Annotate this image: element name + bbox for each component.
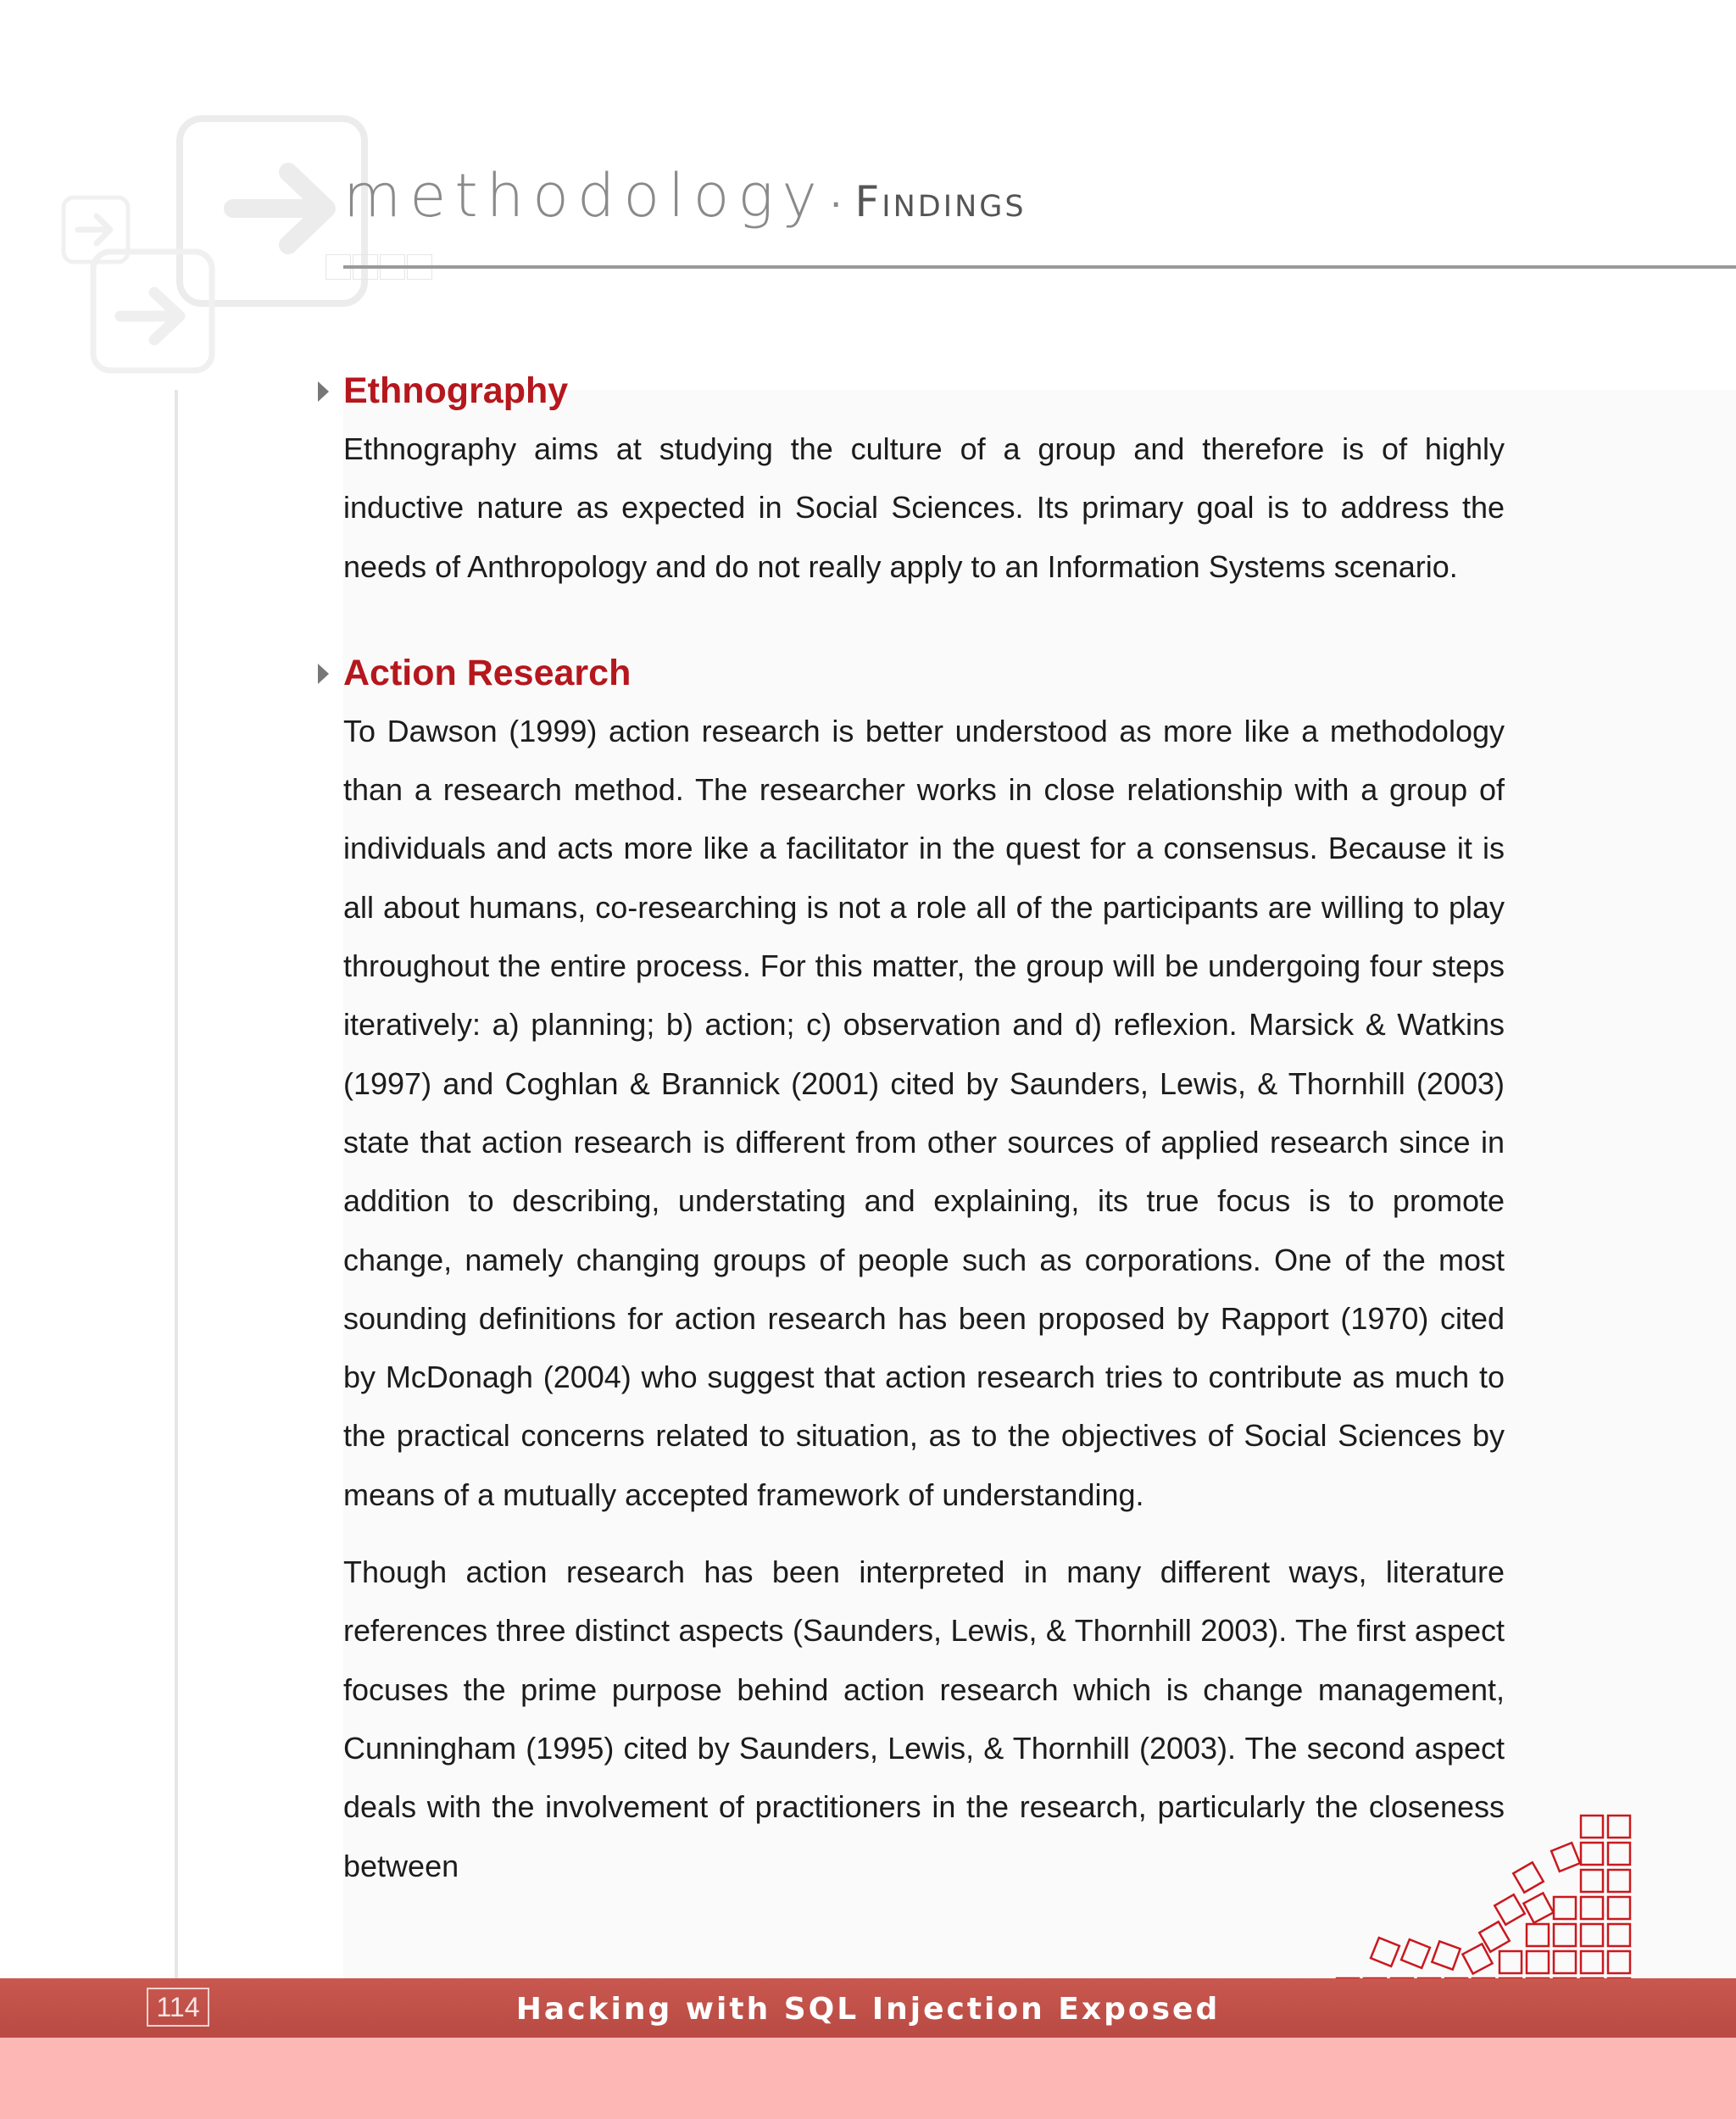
arrow-boxes-decoration-icon [51,106,390,386]
page-number: 114 [147,1988,209,2027]
page-title-separator: · [828,178,843,225]
vertical-rule [175,390,178,1979]
triangle-bullet-icon [318,381,329,402]
paragraph: To Dawson (1999) action research is better understood as more like a methodology than a research method. The researcher works in close relationship with a group of individuals and acts more like a facilitator in the quest for a consensus. Because it is all about humans, co-researching is not a role all of the participants are willing to play throughout the entire process. For this matter, the group will be undergoing four steps iteratively: a) planning; b) action; c) observation and d) reflexion. Marsick & Watkins (1997) and Coghlan & Brannick (2001) cited by Saunders, Lewis, & Thornhill (2003) state that action research is different from other sources of applied research since in addition to describing, understating and explaining, its true focus is to promote change, namely changing groups of people such as corporations. One of the most sounding definitions for action research has been proposed by Rapport (1970) cited by McDonagh (2004) who suggest that action research tries to contribute as much to the practical concerns related to situation, as to the objectives of Social Sciences by means of a mutually accepted framework of understanding. [343,713,1505,1512]
section-action-research [343,652,1505,1895]
section-heading-text: Ethnography [343,370,569,411]
page-title-main: methodology [343,161,826,231]
section-ethnography [343,370,1505,596]
page-title [343,161,1027,231]
footer-pink-strip [0,2038,1736,2119]
section-heading [343,370,1505,411]
main-content [343,370,1505,1895]
section-heading-text: Action Research [343,652,632,693]
page-title-sub: Findings [854,177,1027,226]
paragraph: Though action research has been interpreted in many different ways, literature references three distinct aspects (Saunders, Lewis, & Thornhill 2003). The first aspect focuses the prime purpose behind action research which is change management, Cunningham (1995) cited by Saunders, Lewis, & Thornhill (2003). The second aspect deals with the involvement of practitioners in the research, particularly the closeness between [343,1554,1505,1883]
triangle-bullet-icon [318,664,329,684]
title-rule [343,265,1736,269]
paragraph: Ethnography aims at studying the culture of a group and therefore is of highly inductive nature as expected in Social Sciences. Its primary goal is to address the needs of Anthropology and do not really apply to an Information Systems scenario. [343,431,1505,584]
footer-book-title: Hacking with SQL Injection Exposed [515,1992,1221,2027]
section-heading [343,652,1505,693]
